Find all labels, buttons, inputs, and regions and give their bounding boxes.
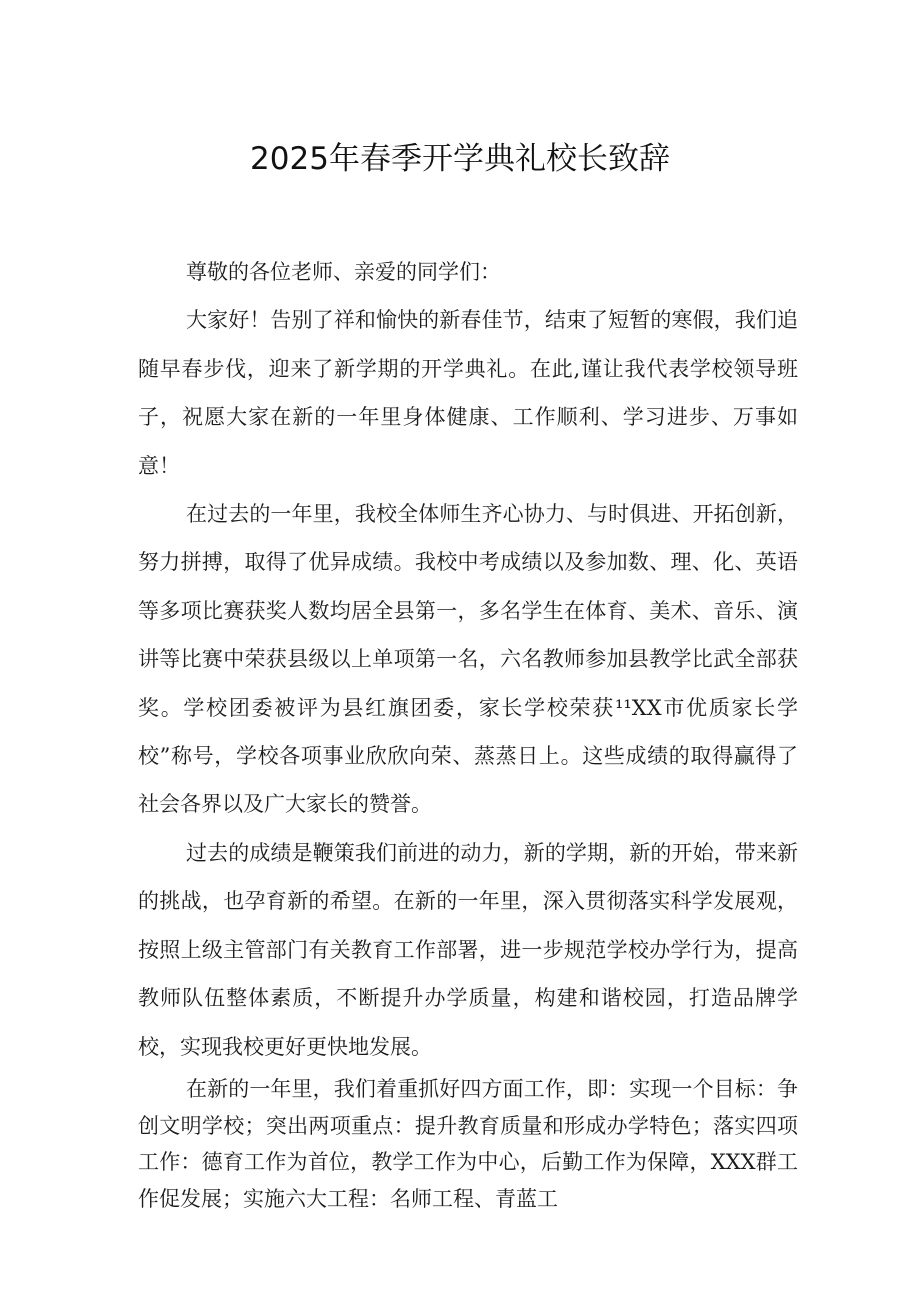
salutation-paragraph: 尊敬的各位老师、亲爱的同学们： xyxy=(186,260,501,284)
outlook-paragraph: 过去的成绩是鞭策我们前进的动力，新的学期，新的开始，带来新的挑战，也孕育新的希望。在新的一年里，深入贯彻落实科学发展观，按照上级主管部门有关教育工作部署，进一步规范学校办学行为，提高教师队伍整体素质，不断提升办学质量，构建和谐校园，打造品牌学校，实现我校更好更快地发展。 xyxy=(138,840,798,1059)
document-body-continued xyxy=(138,1071,798,1217)
greeting-paragraph: 大家好！告别了祥和愉快的新春佳节，结束了短暂的寒假，我们追随早春步伐，迎来了新学期的开学典礼。在此,谨让我代表学校领导班子，祝愿大家在新的一年里身体健康、工作顺利、学习进步、万事如意！ xyxy=(138,308,798,478)
document-body xyxy=(138,248,798,1071)
achievements-paragraph: 在过去的一年里，我校全体师生齐心协力、与时俱进、开拓创新，努力拼搏，取得了优异成绩。我校中考成绩以及参加数、理、化、英语等多项比赛获奖人数均居全县第一，多名学生在体育、美术、音乐、演讲等比赛中荣获县级以上单项第一名，六名教师参加县教学比武全部获奖。学校团委被评为县红旗团委，家长学校荣获¹¹XX市优质家长学校”称号，学校各项事业欣欣向荣、蒸蒸日上。这些成绩的取得赢得了社会各界以及广大家长的赞誉。 xyxy=(138,502,798,817)
document-title: 2025年春季开学典礼校长致辞 xyxy=(250,141,670,177)
work-plan-paragraph: 在新的一年里，我们着重抓好四方面工作，即：实现一个目标：争创文明学校；突出两项重点：提升教育质量和形成办学特色；落实四项工作：德育工作为首位，教学工作为中心，后勤工作为保障，XXX群工作促发展；实施六大工程：名师工程、青蓝工 xyxy=(138,1077,798,1211)
